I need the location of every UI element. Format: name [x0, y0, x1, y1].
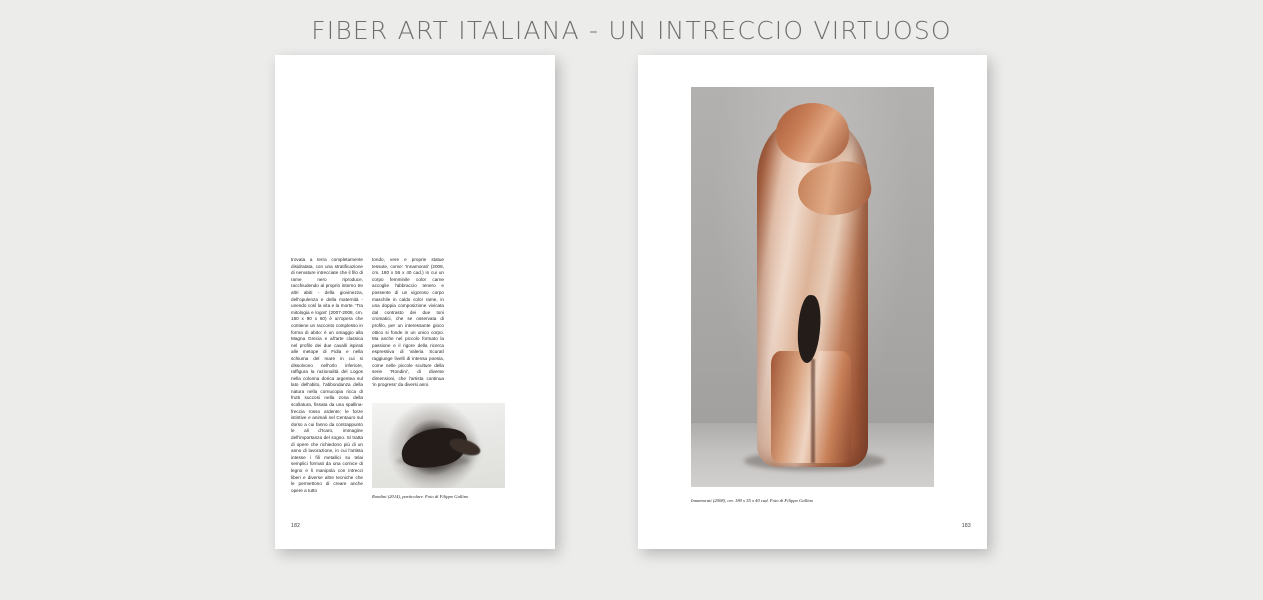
left-page-caption: Rondini (2014), particolare. Foto di Filippo Gallino	[372, 494, 469, 499]
left-page	[275, 55, 555, 549]
left-page-column-1	[291, 257, 363, 494]
right-page-caption: Innamorati (2008), cm. 180 x 55 x 40 cad. Foto di Filippo Gallino	[691, 498, 814, 503]
sculpture-leg-split	[811, 359, 815, 463]
book-spread	[275, 55, 987, 549]
left-page-column-2-text: tondo, vere e proprie statue tessute, come: 'Innamorati' (2008, cm. 180 x 55 x 40 cad.) in cui un corpo femminile color carne accoglie l'abbraccio tenero e possente di un vigoroso corpo maschile in caldo color rame, in una doppia composizione vivicata dal contrasto dei due toni cromatici, che se osservata di profilo, per un interessante gioco ottico si fonde in un unico corpo. Ma anche nel piccolo formato la passione e il rigore della ricerca espressiva di Valeria Scuratì raggiunge livelli di intensa poesia, come nelle piccole sculture della serie 'Rondini', di diverse dimensioni, che l'artista continua 'in progress' da diversi anni.	[372, 257, 444, 388]
left-page-column-1-text: trovata a terra completamente disidratata, con una stratificazione di nervature intrecciate che il filo di rame nero riproduce, racchiudendo al proprio interno tre altri abiti - della giovinezza, dell'opulenza e della maternità - unendo così la vita e la morte. 'Tra mitologia e logos' (2007-2008, cm. 160 x 90 x 60) è un'opera che contiene un racconto complesso in forma di abito: è un omaggio alla Magna Grecia e all'arte classica nel profilo dei due cavalli ispirati alle metope di Fidia e nella schiuma del mare in cui si dissolvono nell'orlo inferiore, raffigura la razionalità del Logos nella colonna dorica argentea sul lato dell'abito, l'abbondanza della natura nella cornucopia ricca di frutti succosi nella zona della scollatura, fissata da una spallina-freccia rosso ardente; le forze istintive e animali nel Centauro sul dorso a cui fanno da contrappunto le ali d'Icaro, immagine dell'importanza del sogno. Si tratta di opere che richiedono più di un anno di lavorazione, in cui l'artista intesse i fili metallici su telai semplici formati da una cornice di legno e li manipola con intrecci liberi e diverse altre tecniche che le permettono di creare anche opere a tutto	[291, 257, 363, 493]
innamorati-photo	[691, 87, 934, 487]
left-page-column-2	[372, 257, 444, 389]
rondini-photo	[372, 403, 505, 488]
left-page-folio: 182	[291, 523, 301, 529]
sculpture-head	[776, 103, 849, 163]
right-page	[638, 55, 987, 549]
page-title: FIBER ART ITALIANA - UN INTRECCIO VIRTUOSO	[311, 16, 952, 45]
right-page-folio: 183	[961, 523, 971, 529]
